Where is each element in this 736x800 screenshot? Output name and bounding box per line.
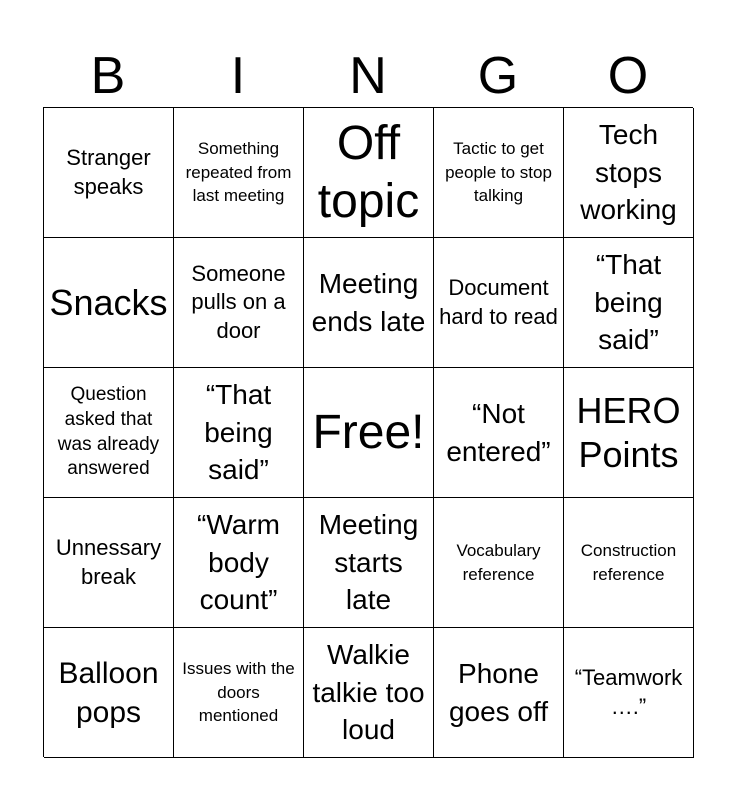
- bingo-cell-r3-c5[interactable]: [564, 368, 694, 498]
- bingo-cell-text: HERO Points: [576, 390, 681, 475]
- bingo-cell-r4-c3[interactable]: [304, 498, 434, 628]
- bingo-cell-r4-c1[interactable]: [44, 498, 174, 628]
- bingo-cell-text: Phone goes off: [448, 657, 549, 727]
- bingo-cell-r4-c2[interactable]: [174, 498, 304, 628]
- bingo-cell-r1-c3[interactable]: [304, 108, 434, 238]
- bingo-cell-text: “Warm body count”: [197, 508, 280, 616]
- bingo-cell-text: Tech stops working: [580, 118, 677, 226]
- bingo-cell-text: Snacks: [49, 281, 168, 323]
- bingo-cell-text: Someone pulls on a door: [191, 261, 286, 343]
- bingo-cell-r5-c2[interactable]: [174, 628, 304, 758]
- bingo-cell-r4-c4[interactable]: [434, 498, 564, 628]
- bingo-cell-text: Free!: [312, 405, 425, 459]
- bingo-cell-text: Construction reference: [580, 540, 677, 584]
- bingo-cell-text: “Teamwork ….”: [574, 665, 683, 719]
- bingo-cell-text: Question asked that was already answered: [57, 384, 160, 480]
- header-letter-n: N: [349, 47, 387, 105]
- bingo-cell-text: Something repeated from last meeting: [185, 138, 292, 206]
- bingo-cell-text: “That being said”: [594, 248, 663, 356]
- bingo-cell-text: Meeting ends late: [311, 267, 426, 337]
- bingo-cell-text: “Not entered”: [446, 397, 551, 467]
- bingo-cell-r3-c3[interactable]: [304, 368, 434, 498]
- bingo-board: [43, 107, 693, 757]
- bingo-cell-r5-c4[interactable]: [434, 628, 564, 758]
- bingo-cell-r3-c4[interactable]: [434, 368, 564, 498]
- bingo-cell-r1-c2[interactable]: [174, 108, 304, 238]
- bingo-cell-r2-c2[interactable]: [174, 238, 304, 368]
- bingo-header: [43, 46, 693, 106]
- bingo-cell-r3-c2[interactable]: [174, 368, 304, 498]
- bingo-cell-text: Vocabulary reference: [456, 540, 541, 584]
- bingo-cell-text: Off topic: [317, 116, 420, 228]
- bingo-cell-text: Stranger speaks: [66, 145, 151, 199]
- bingo-cell-r5-c5[interactable]: [564, 628, 694, 758]
- header-letter-i: I: [230, 47, 246, 105]
- bingo-cell-r4-c5[interactable]: [564, 498, 694, 628]
- header-letter-b: B: [90, 47, 126, 105]
- bingo-cell-r3-c1[interactable]: [44, 368, 174, 498]
- bingo-cell-text: Issues with the doors mentioned: [182, 658, 295, 726]
- bingo-cell-r1-c4[interactable]: [434, 108, 564, 238]
- bingo-cell-r2-c1[interactable]: [44, 238, 174, 368]
- header-letter-g: G: [477, 47, 519, 105]
- header-letter-o: O: [607, 47, 649, 105]
- bingo-cell-r2-c4[interactable]: [434, 238, 564, 368]
- bingo-cell-text: Unnessary break: [55, 535, 162, 589]
- bingo-cell-r1-c1[interactable]: [44, 108, 174, 238]
- bingo-cell-r5-c3[interactable]: [304, 628, 434, 758]
- bingo-cell-text: “That being said”: [204, 378, 273, 486]
- bingo-cell-text: Document hard to read: [439, 275, 558, 329]
- bingo-cell-text: Balloon pops: [58, 656, 159, 729]
- bingo-cell-text: Meeting starts late: [318, 508, 419, 616]
- bingo-cell-r2-c3[interactable]: [304, 238, 434, 368]
- bingo-cell-r5-c1[interactable]: [44, 628, 174, 758]
- bingo-cell-text: Walkie talkie too loud: [312, 638, 425, 746]
- bingo-cell-r2-c5[interactable]: [564, 238, 694, 368]
- bingo-cell-r1-c5[interactable]: [564, 108, 694, 238]
- bingo-cell-text: Tactic to get people to stop talking: [445, 138, 552, 206]
